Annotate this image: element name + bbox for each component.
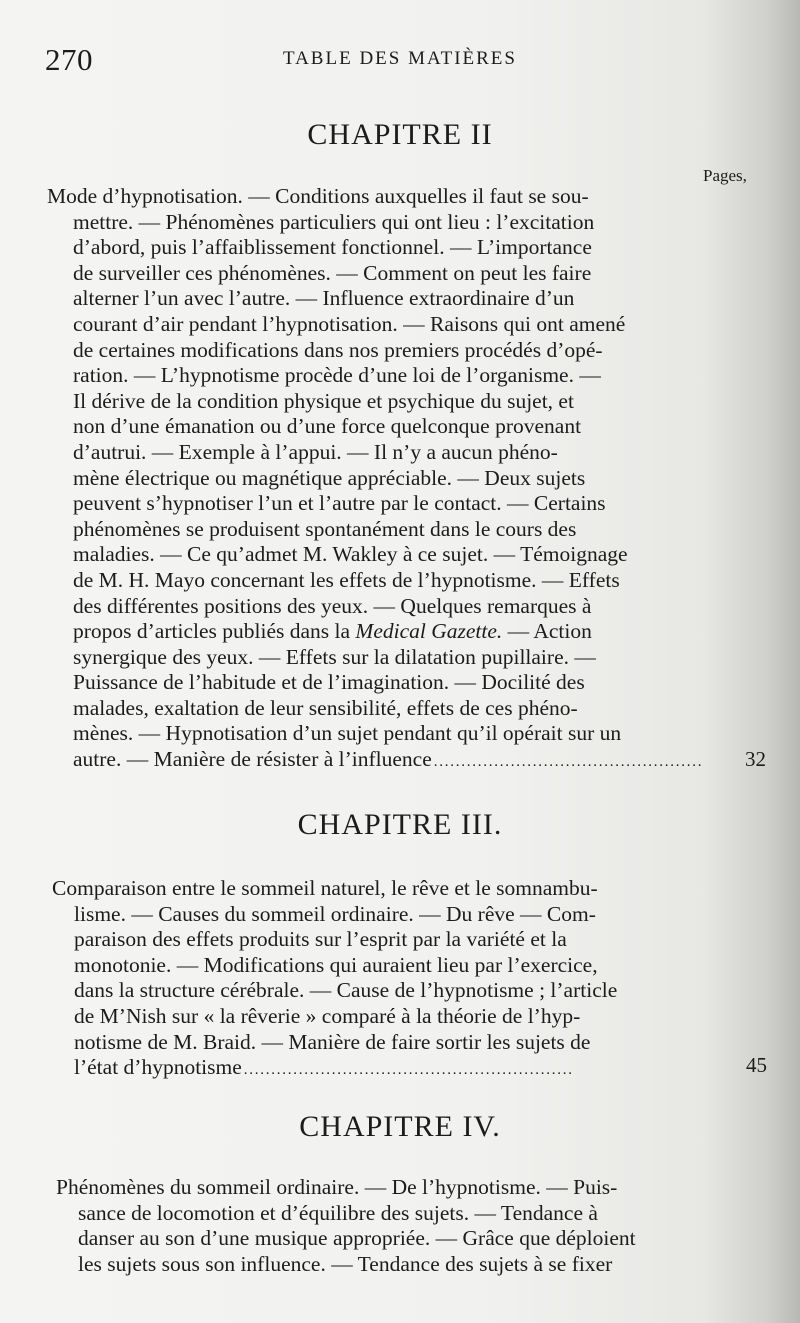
chapter-summary [56,1175,722,1277]
summary-line: de surveiller ces phénomènes. — Comment on peut les faire [73,260,592,285]
summary-line-text: — Action [507,619,592,644]
summary-line: notisme de M. Braid. — Manière de faire sortir les sujets de [74,1029,591,1054]
summary-line: d’abord, puis l’affaiblissement fonctionnel. — L’importance [73,235,592,260]
summary-line-text: autre. — Manière de résister à l’influence [73,747,432,772]
chapter-title: CHAPITRE IV. [299,1110,501,1143]
pages-column-label: Pages, [703,166,747,185]
summary-line [47,619,722,645]
running-head: TABLE DES MATIÈRES [283,48,517,69]
chapter-page-ref: 45 [746,1053,767,1077]
summary-line: courant d’air pendant l’hypnotisation. — Raisons qui ont amené [73,311,626,336]
summary-line: de certaines modifications dans nos premiers procédés d’opé- [73,337,603,362]
journal-title: Medical Gazette. [355,619,503,644]
summary-line: Mode d’hypnotisation. — Conditions auxquelles il faut se sou- [47,184,589,208]
chapter-summary [47,184,722,776]
summary-line: Puissance de l’habitude et de l’imagination. — Docilité des [73,670,585,695]
summary-line: non d’une émanation ou d’une force quelconque provenant [73,414,582,439]
summary-last-line [52,1055,714,1084]
summary-line: mènes. — Hypnotisation d’un sujet pendant qu’il opérait sur un [73,721,622,746]
page-number: 270 [45,42,93,77]
dot-leader [434,747,701,776]
summary-line: peuvent s’hypnotiser l’un et l’autre par le contact. — Certains [73,491,606,516]
summary-line-text: propos d’articles publiés dans la [73,619,351,644]
summary-line-text: l’état d’hypnotisme [74,1055,242,1080]
summary-line: mène électrique ou magnétique appréciable. — Deux sujets [73,465,586,490]
chapter-title: CHAPITRE II [307,118,493,151]
summary-line: synergique des yeux. — Effets sur la dilatation pupillaire. — [73,644,596,669]
summary-line: dans la structure cérébrale. — Cause de l’hypnotisme ; l’article [74,978,618,1003]
summary-last-line [47,747,703,776]
summary-line: de M’Nish sur « la rêverie » comparé à la théorie de l’hyp- [74,1003,581,1028]
summary-line: monotonie. — Modifications qui auraient lieu par l’exercice, [74,952,598,977]
summary-line: les sujets sous son influence. — Tendance des sujets à se fixer [78,1251,613,1276]
chapter-page-ref: 32 [745,747,766,771]
summary-line: paraison des effets produits sur l’esprit par la variété et la [74,927,567,952]
summary-line: mettre. — Phénomènes particuliers qui ont lieu : l’excitation [73,209,595,234]
summary-line: lisme. — Causes du sommeil ordinaire. — Du rêve — Com- [74,901,596,926]
summary-line: malades, exaltation de leur sensibilité, effets de ces phéno- [73,695,578,720]
chapter-summary [52,876,722,1084]
summary-line: des différentes positions des yeux. — Quelques remarques à [73,593,592,618]
chapter-title: CHAPITRE III. [297,808,503,841]
summary-line: Phénomènes du sommeil ordinaire. — De l’hypnotisme. — Puis- [56,1175,618,1199]
summary-line: d’autrui. — Exemple à l’appui. — Il n’y a aucun phéno- [73,439,558,464]
summary-line: Il dérive de la condition physique et psychique du sujet, et [73,388,574,413]
summary-line: danser au son d’une musique appropriée. — Grâce que déploient [78,1226,636,1251]
dot-leader [244,1055,712,1084]
summary-line: alterner l’un avec l’autre. — Influence extraordinaire d’un [73,286,575,311]
summary-line: ration. — L’hypnotisme procède d’une loi de l’organisme. — [73,363,601,388]
summary-line: phénomènes se produisent spontanément dans le cours des [73,516,577,541]
summary-line: de M. H. Mayo concernant les effets de l’hypnotisme. — Effets [73,567,620,592]
summary-line: sance de locomotion et d’équilibre des sujets. — Tendance à [78,1200,598,1225]
summary-line: Comparaison entre le sommeil naturel, le rêve et le somnambu- [52,876,598,900]
summary-line: maladies. — Ce qu’admet M. Wakley à ce sujet. — Témoignage [73,542,628,567]
